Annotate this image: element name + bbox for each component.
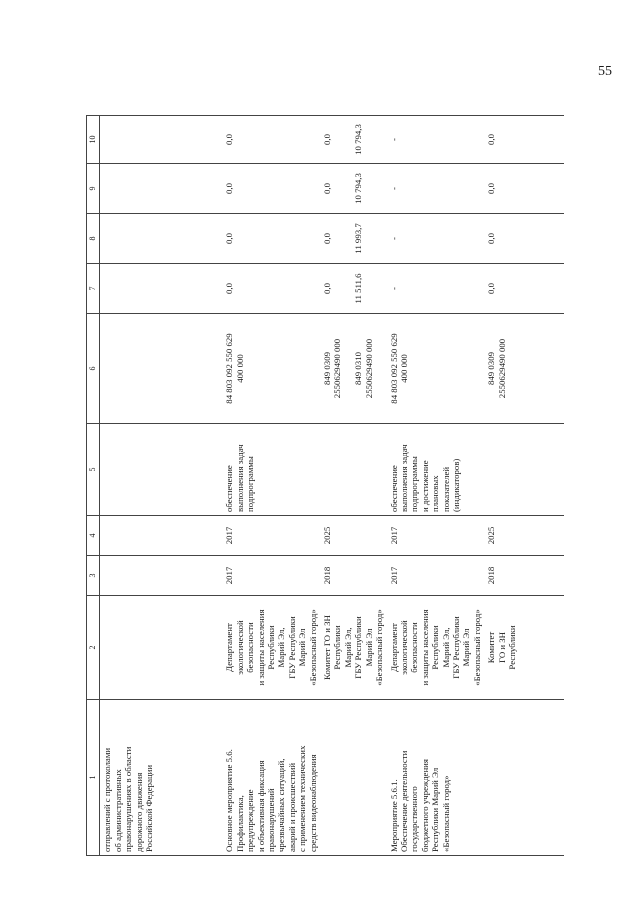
cell-line: 0,0 <box>322 283 333 294</box>
table-cell-c8 <box>320 214 386 264</box>
cell-line: Профилактика, <box>234 795 245 852</box>
cell-line: обеспечение <box>388 465 399 512</box>
cell-line: «Безопасный город» <box>374 609 385 686</box>
cell-line: 0,0 <box>224 233 235 244</box>
cell-line: Республики <box>332 625 343 670</box>
table-cell-c7 <box>222 264 320 314</box>
cell-text: 2017 <box>388 566 399 585</box>
table-cell-c9 <box>387 164 485 214</box>
cell-line: Марий Эл, <box>440 627 451 668</box>
cell-line <box>343 119 353 160</box>
table-row <box>387 116 485 856</box>
cell-line: ГБУ Республики <box>286 616 297 679</box>
cell-line: бюджетного учреждения <box>419 759 430 852</box>
cell-line: об административных <box>112 769 123 852</box>
cell-line: ГБУ Республики <box>353 616 364 679</box>
table-cell-c6 <box>387 314 485 424</box>
cell-text: 2017 <box>224 526 235 545</box>
cell-line: правонарушениях в области <box>123 746 134 852</box>
page-number: 55 <box>598 64 612 79</box>
cell-line: - <box>388 187 399 190</box>
cell-line: «Безопасный город» <box>471 609 482 686</box>
table-cell-c4 <box>100 516 223 556</box>
table-cell-c8 <box>222 214 320 264</box>
cell-line: 849 0309 <box>322 352 333 385</box>
table-cell-c1 <box>484 700 564 856</box>
cell-line: 84 803 092 550 629 <box>388 333 399 404</box>
table-cell-c5 <box>320 424 386 516</box>
cell-line: 2550629490 000 <box>332 338 343 399</box>
cell-line: и защиты населения <box>419 609 430 686</box>
header-cell: 2 <box>87 596 100 700</box>
table-cell-c3 <box>320 556 386 596</box>
cell-line: Обеспечение деятельности <box>398 750 409 852</box>
table-cell-c2 <box>222 596 320 700</box>
table-row <box>320 116 386 856</box>
cell-line: дорожного движения <box>133 772 144 852</box>
cell-line: Департамент <box>388 623 399 672</box>
header-cell: 7 <box>87 264 100 314</box>
table-cell-c5 <box>387 424 485 516</box>
cell-line: - <box>388 138 399 141</box>
cell-line: отправлений с протоколами <box>102 747 113 852</box>
cell-line: 11 993,7 <box>353 223 364 254</box>
cell-line: 0,0 <box>486 134 497 145</box>
table-cell-c7 <box>100 264 223 314</box>
table-cell-c3 <box>222 556 320 596</box>
header-cell: 8 <box>87 214 100 264</box>
table-cell-c1 <box>320 700 386 856</box>
cell-line: 0,0 <box>322 233 333 244</box>
table-cell-c7 <box>387 264 485 314</box>
cell-line: Мероприятие 5.6.1. <box>388 779 399 852</box>
table-header-row <box>87 116 100 856</box>
table-cell-c4 <box>222 516 320 556</box>
cell-line: и объективная фиксация <box>255 760 266 852</box>
table-cell-c7 <box>320 264 386 314</box>
table-cell-c10 <box>484 116 564 164</box>
table-cell-c9 <box>222 164 320 214</box>
table-cell-c2 <box>320 596 386 700</box>
program-table <box>86 115 564 856</box>
table-cell-c1 <box>100 700 223 856</box>
cell-line: Республики <box>430 625 441 670</box>
cell-line <box>343 267 353 310</box>
cell-line: безопасности <box>409 622 420 673</box>
cell-line: показателей <box>440 466 451 512</box>
cell-text: 2018 <box>322 566 333 585</box>
cell-line <box>343 167 353 210</box>
header-cell: 9 <box>87 164 100 214</box>
cell-line <box>332 267 342 310</box>
cell-line: 849 0309 <box>486 352 497 385</box>
cell-line: и защиты населения <box>255 609 266 686</box>
cell-text: 2025 <box>322 526 333 545</box>
cell-line: Республики Марий Эл <box>430 767 441 852</box>
cell-line: Департамент <box>224 623 235 672</box>
table-cell-c10 <box>387 116 485 164</box>
cell-line: Марий Эл, <box>342 627 353 668</box>
cell-line: подпрограммы <box>245 456 256 512</box>
cell-line: 84 803 092 550 629 <box>224 333 235 404</box>
table-cell-c7 <box>484 264 564 314</box>
table-cell-c10 <box>320 116 386 164</box>
cell-line: Республики <box>266 625 277 670</box>
cell-line: государственного <box>409 786 420 852</box>
cell-line: ГБУ Республики <box>450 616 461 679</box>
cell-line: аварий и происшествий <box>286 762 297 852</box>
header-cell: 3 <box>87 556 100 596</box>
cell-line: Марий Эл, <box>276 627 287 668</box>
cell-line: 0,0 <box>322 134 333 145</box>
table-cell-c6 <box>484 314 564 424</box>
cell-line: (индикаторов) <box>450 458 461 512</box>
cell-line: экологической <box>234 620 245 675</box>
cell-line: 0,0 <box>224 283 235 294</box>
header-cell: 5 <box>87 424 100 516</box>
header-cell: 10 <box>87 116 100 164</box>
table-cell-c6 <box>320 314 386 424</box>
cell-line: 10 794,3 <box>353 124 364 155</box>
cell-line: ГО и ЗН <box>496 631 507 664</box>
rotated-table-page <box>86 116 558 856</box>
cell-line: Марий Эл <box>363 628 374 667</box>
header-cell: 4 <box>87 516 100 556</box>
table-cell-c5 <box>484 424 564 516</box>
cell-line: 0,0 <box>486 283 497 294</box>
cell-line: безопасности <box>245 622 256 673</box>
cell-line: правонарушений <box>266 788 277 852</box>
table-cell-c9 <box>100 164 223 214</box>
cell-line: 400 000 <box>234 354 245 383</box>
cell-line <box>332 167 342 210</box>
cell-line: - <box>388 287 399 290</box>
cell-line: чрезвычайных ситуаций, <box>276 758 287 852</box>
cell-line: - <box>388 237 399 240</box>
cell-line: и достижение плановых <box>419 460 441 512</box>
table-cell-c2 <box>100 596 223 700</box>
cell-line <box>343 317 353 420</box>
table-cell-c4 <box>320 516 386 556</box>
header-cell: 1 <box>87 700 100 856</box>
cell-line: обеспечение <box>224 465 235 512</box>
table-cell-c10 <box>100 116 223 164</box>
table-cell-c2 <box>387 596 485 700</box>
cell-line: 849 0310 <box>353 352 364 385</box>
table-cell-c5 <box>222 424 320 516</box>
cell-line: Основное мероприятие 5.6. <box>224 749 235 852</box>
table-row <box>222 116 320 856</box>
cell-line: средств видеонаблюдения <box>307 754 318 852</box>
cell-line: Марий Эл <box>461 628 472 667</box>
cell-line: Марий Эл <box>297 628 308 667</box>
cell-line: 11 511,6 <box>353 273 364 304</box>
cell-line: 400 000 <box>398 354 409 383</box>
table-cell-c8 <box>100 214 223 264</box>
table-row <box>100 116 223 856</box>
table-cell-c6 <box>100 314 223 424</box>
table-cell-c3 <box>484 556 564 596</box>
table-cell-c1 <box>222 700 320 856</box>
table-cell-c9 <box>484 164 564 214</box>
cell-line <box>343 217 353 260</box>
cell-line: 0,0 <box>322 183 333 194</box>
cell-line: выполнения задач <box>234 444 245 512</box>
header-cell: 6 <box>87 314 100 424</box>
table-cell-c6 <box>222 314 320 424</box>
cell-line: «Безопасный город» <box>307 609 318 686</box>
cell-text: 2017 <box>224 566 235 585</box>
table-cell-c5 <box>100 424 223 516</box>
cell-line: Российской Федерации <box>144 764 155 852</box>
table-cell-c10 <box>222 116 320 164</box>
cell-text: 2017 <box>388 526 399 545</box>
cell-line: Комитет <box>486 631 497 664</box>
cell-line: предупреждение <box>245 789 256 852</box>
cell-line: 0,0 <box>486 233 497 244</box>
cell-line: Республики <box>506 625 517 670</box>
cell-line <box>332 119 342 160</box>
table-cell-c3 <box>100 556 223 596</box>
cell-line: экологической <box>398 620 409 675</box>
table-cell-c9 <box>320 164 386 214</box>
cell-line: «Безопасный город» <box>440 775 451 852</box>
cell-line: выполнения задач <box>398 444 409 512</box>
table-cell-c4 <box>484 516 564 556</box>
table-cell-c2 <box>484 596 564 700</box>
cell-line <box>332 217 342 260</box>
table-cell-c4 <box>387 516 485 556</box>
table-cell-c8 <box>484 214 564 264</box>
table-body <box>100 116 564 856</box>
cell-line: 0,0 <box>224 183 235 194</box>
cell-line: Комитет ГО и ЗН <box>322 615 333 680</box>
cell-line: 10 794,3 <box>353 173 364 204</box>
table-row <box>484 116 564 856</box>
table-cell-c1 <box>387 700 485 856</box>
cell-text: 2025 <box>486 526 497 545</box>
cell-line: 2550629490 000 <box>496 338 507 399</box>
table-cell-c3 <box>387 556 485 596</box>
cell-line: подпрограммы <box>409 456 420 512</box>
cell-line: с применением технических <box>297 745 308 852</box>
cell-line: 0,0 <box>486 183 497 194</box>
cell-line: 0,0 <box>224 134 235 145</box>
cell-text: 2018 <box>486 566 497 585</box>
table-cell-c8 <box>387 214 485 264</box>
cell-line: 2550629490 000 <box>363 338 374 399</box>
